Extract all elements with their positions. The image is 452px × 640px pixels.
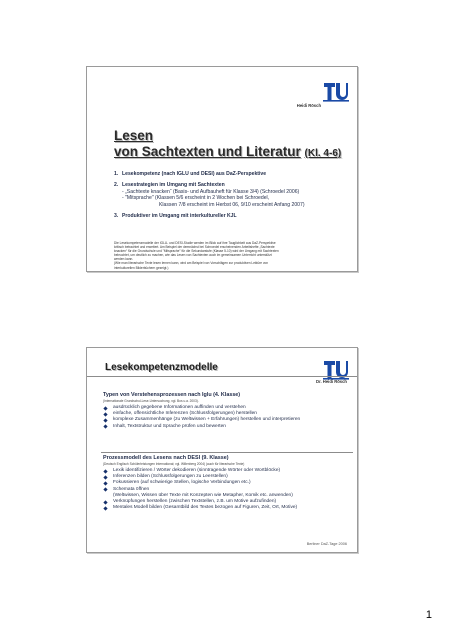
list-item: komplexe Zusammenhänge (zu Weltwissen + Erfahrungen) herstellen und interpretieren <box>103 417 351 423</box>
list-item: Fokussieren (auf schwierige Stellen, logische Verbindungen etc.) <box>103 480 351 486</box>
title-grade: (Kl. 4-6) <box>304 148 342 159</box>
list-item: Inhalt, Textstruktur und Sprache prüfen und bewerten <box>103 424 351 430</box>
title-divider <box>87 376 357 377</box>
section-source: (Deutsch Englisch Schülerleistungen International; vgl. Willenberg 2004) (auch für literarische Texte) <box>103 461 245 466</box>
note-line: werden kann. <box>114 257 134 262</box>
toc-item <box>114 182 346 189</box>
tu-logo-icon <box>323 359 349 381</box>
section-source: (Internationale Grundschul-Lese-Untersuchung, vgl. Bos u.a. 2003). <box>103 398 199 403</box>
tu-logo-icon <box>323 81 349 103</box>
page-number: 1 <box>425 609 432 621</box>
toc-subline: - "Mitsprache" (Klassen 5/6 erscheint in 2 Wochen bei Schroedel, <box>122 195 270 202</box>
toc-number: 2. <box>114 181 119 188</box>
list-item: Schemata öffnen <box>103 487 351 493</box>
note-line: (Wie man literarische Texte lesen lernen kann, wird am Beispiel von Vorschlägen zur produktiven Lektüre von <box>114 261 269 266</box>
author-name: Dr. Heidi Rösch <box>316 379 347 384</box>
toc-subline: Klassen 7/8 erscheint im Herbst 06, 9/10 erscheint Anfang 2007) <box>159 202 305 209</box>
toc-label: Lesestrategien im Umgang mit Sachtexten <box>122 181 225 188</box>
note-line: beleuchtet, um deutlich zu machen, wie das Lesen von Sachtexten auch im gemeinsamen Unterricht unterstützt <box>114 253 272 258</box>
list-item: Lexik identifizieren / Wörter dekodieren (sinntragende Wörter oder Wortblöcke) <box>103 468 351 474</box>
toc-label: Lesekompetenz (nach IGLU und DESI) aus DaZ-Perspektive <box>122 171 267 177</box>
toc-label: Produktiver im Umgang mit interkultureller KJL <box>122 212 237 219</box>
slide-1 <box>86 66 358 272</box>
slide-title <box>114 128 341 162</box>
slide-footer: Berliner DaZ-Tage 2006 <box>306 542 347 546</box>
slide-title: Lesekompetenzmodelle <box>105 362 218 373</box>
table-of-contents <box>114 171 346 220</box>
list-item: ausdrücklich gegebene Informationen auffinden und verstehen <box>103 405 351 411</box>
note-line: Die Lesekompetenzmodelle der IGLU- und DESI-Studie werden im Blick auf ihre Tauglichkeit aus DaZ-Perspektive <box>114 241 276 245</box>
title-line-2: von Sachtexten und Literatur <box>114 144 301 159</box>
note-line: interkulturellen Bilderbüchern gezeigt.) <box>114 265 169 270</box>
note-line: knacken“ für die Grundschule und "Mitsprache" für die Sekundarstufe (Klasse 5-10) wird der Umgang mit Sachtexten <box>114 249 279 254</box>
toc-subline: - „Sachtexte knacken“ (Basis- und Aufbauheft für Klasse 3/4) (Schroedel 2006) <box>122 188 300 195</box>
title-line-1: Lesen <box>114 128 154 143</box>
slide-2 <box>86 347 358 553</box>
note-line: kritisch betrachtet und erweitert. Am Beispiel der demnächst bei Schroedel erscheinenden Arbeitshefte „Sachtexte <box>114 245 275 250</box>
toc-item <box>114 171 346 178</box>
section-heading: Typen von Verstehensprozessen nach Iglu (4. Klasse) <box>103 392 241 398</box>
toc-item <box>114 213 346 220</box>
toc-number: 3. <box>114 212 119 219</box>
list-item: Inferenzen bilden (Schlussfolgerungen zu Leerstellen) <box>103 474 351 480</box>
list-item: Mentales Modell bilden (Gesamtbild des Textes bezogen auf Figuren, Zeit, Ort, Motive) <box>103 505 351 511</box>
iglu-section <box>103 392 351 430</box>
section-heading: Prozessmodell des Lesens nach DESI (9. Klasse) <box>103 455 229 461</box>
toc-number: 1. <box>114 171 119 177</box>
author-name: Heidi Rösch <box>296 103 321 108</box>
abstract-note <box>114 241 340 270</box>
list-item: Verknüpfungen herstellen (zwischen Textstellen, z.B. um Motive aufzufinden) <box>103 499 351 505</box>
list-item-continuation: (Weltwissen, Wissen über Texte mit Konzepten wie Metapher, Komik etc. anwenden) <box>113 492 293 498</box>
desi-section <box>103 455 351 512</box>
list-item: einfache, offensichtliche Inferenzen (Schlussfolgerungen) herstellen <box>103 411 351 417</box>
